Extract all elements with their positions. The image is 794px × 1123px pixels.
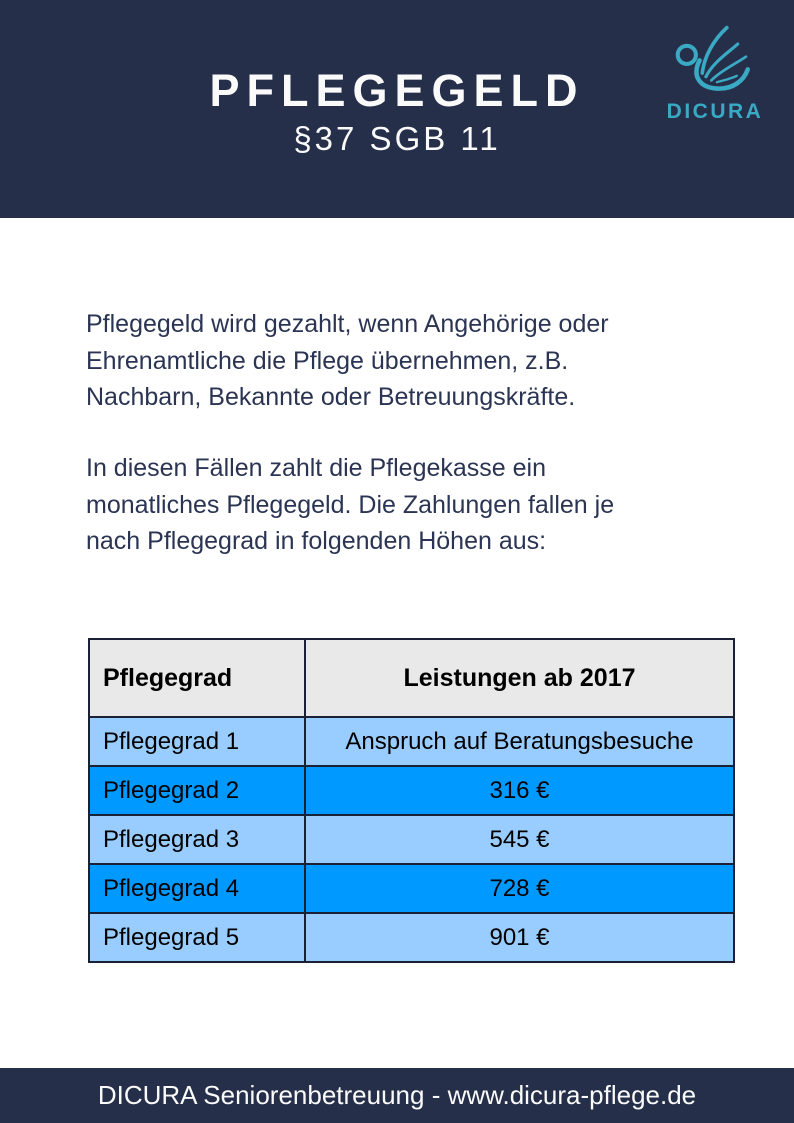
paragraph-line: Ehrenamtliche die Pflege übernehmen, z.B. — [86, 346, 569, 375]
paragraph-line: Pflegegeld wird gezahlt, wenn Angehörige oder — [86, 310, 609, 338]
cell-leistung: 316 € — [305, 766, 734, 815]
logo-brand-text: DICURA — [666, 100, 764, 123]
table-row — [89, 913, 734, 962]
paragraph-line: Nachbarn, Bekannte oder Betreuungskräfte. — [86, 383, 576, 411]
cell-pflegegrad: Pflegegrad 3 — [89, 815, 305, 864]
cell-leistung: 545 € — [305, 815, 734, 864]
table-row — [89, 815, 734, 864]
page-subtitle: §37 SGB 11 — [293, 120, 501, 157]
table-row — [89, 864, 734, 913]
benefits-table — [88, 638, 735, 963]
column-header-pflegegrad: Pflegegrad — [89, 639, 305, 717]
paragraph-line: In diesen Fällen zahlt die Pflegekasse ein — [86, 454, 547, 482]
paragraph-line: monatliches Pflegegeld. Die Zahlungen fallen je — [86, 490, 615, 519]
column-header-leistungen: Leistungen ab 2017 — [305, 639, 734, 717]
table-row — [89, 766, 734, 815]
table-header-row — [89, 639, 734, 717]
footer-bar — [0, 1068, 794, 1123]
dicura-logo — [656, 24, 774, 124]
cell-leistung: Anspruch auf Beratungsbesuche — [305, 717, 734, 766]
cell-pflegegrad: Pflegegrad 2 — [89, 766, 305, 815]
payment-paragraph — [86, 450, 614, 560]
paragraph-line: nach Pflegegrad in folgenden Höhen aus: — [86, 527, 547, 555]
footer-text: DICURA Seniorenbetreuung - www.dicura-pflege.de — [97, 1080, 697, 1110]
header-band — [0, 0, 794, 218]
intro-paragraph — [86, 306, 609, 416]
table-row — [89, 717, 734, 766]
page-title: PFLEGEGELD — [209, 65, 585, 116]
cell-pflegegrad: Pflegegrad 5 — [89, 913, 305, 962]
cell-leistung: 901 € — [305, 913, 734, 962]
cell-pflegegrad: Pflegegrad 4 — [89, 864, 305, 913]
cell-leistung: 728 € — [305, 864, 734, 913]
swan-icon — [656, 24, 774, 104]
cell-pflegegrad: Pflegegrad 1 — [89, 717, 305, 766]
